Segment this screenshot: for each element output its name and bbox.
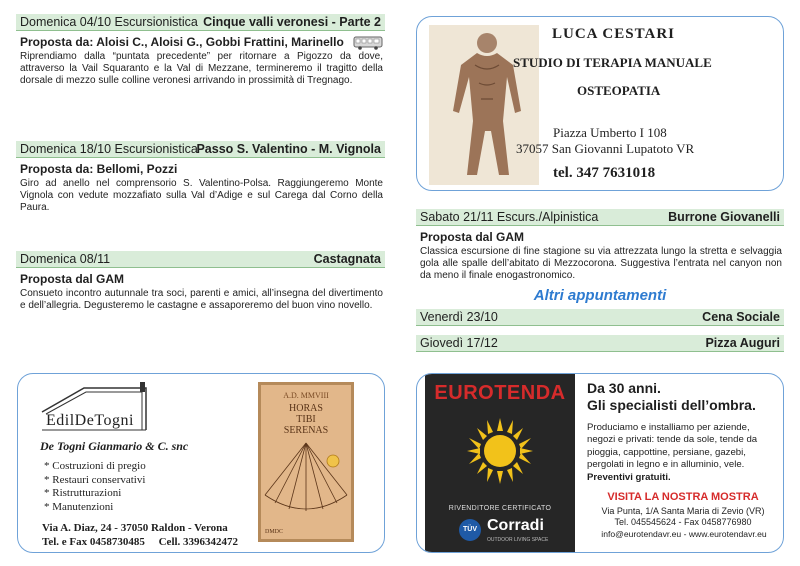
appointment-title: Pizza Auguri (705, 336, 780, 350)
eurotenda-ad (416, 373, 784, 553)
eurotenda-brand: EUROTENDA (434, 382, 566, 404)
eurotenda-panel (425, 374, 575, 553)
corradi-logo: Corradi (487, 517, 544, 534)
event-proposer: Proposta dal GAM (420, 230, 525, 244)
event-date: Domenica 18/10 Escursionistica (20, 142, 198, 156)
service-item: * Restauri conservativi (44, 473, 146, 486)
edildetogni-logo-text: EdilDeTogni (46, 412, 134, 429)
appointment-pizza-auguri (416, 335, 784, 352)
event-header (16, 141, 385, 158)
service-item: * Manutenzioni (44, 500, 114, 513)
eurotenda-phone: Tel. 045545624 - Fax 0458776980 (614, 517, 752, 527)
sundial-image (258, 382, 354, 542)
sundial-mark: DMDC (265, 529, 284, 535)
event-description: Giro ad anello nel comprensorio S. Valentino-Polsa. Raggiungeremo Monte Vignola con vedute mozzafiato sulla Val d’Adige e sul Carega dal Corno della Paura. (20, 178, 383, 214)
sun-icon (465, 416, 535, 486)
appointment-title: Cena Sociale (702, 310, 780, 324)
tagline-1: Da 30 anni. (587, 380, 661, 396)
event-date: Sabato 21/11 Escurs./Alpinistica (420, 210, 599, 224)
event-title: Cinque valli veronesi - Parte 2 (203, 15, 381, 29)
event-description: Consueto incontro autunnale tra soci, parenti e amici, all’insegna del divertimento e dell’allegria. Degusteremo le castagne e assaporeremo del buon vino novello. (20, 288, 383, 312)
event-proposer: Proposta da: Bellomi, Pozzi (20, 162, 178, 176)
appointment-date: Venerdì 23/10 (420, 310, 498, 324)
event-cinque-valli (16, 14, 385, 92)
appointment-date: Giovedì 17/12 (420, 336, 498, 350)
event-date: Domenica 08/11 (20, 252, 111, 266)
address-line-1: Piazza Umberto I 108 (553, 125, 667, 140)
service-item: * Ristrutturazioni (44, 487, 122, 499)
event-header (16, 14, 385, 31)
sundial-motto: HORAS TIBI SERENAS (283, 403, 329, 436)
company-contacts: Tel. e Fax 0458730485 Cell. 3396342472 (42, 536, 239, 548)
tagline-2: Gli specialisti dell’ombra. (587, 397, 756, 413)
event-burrone-giovanelli (416, 209, 784, 287)
studio-name: STUDIO DI TERAPIA MANUALE (513, 55, 712, 70)
event-title: Passo S. Valentino - M. Vignola (196, 142, 381, 156)
event-header (416, 209, 784, 226)
practitioner-name: LUCA CESTARI (552, 26, 675, 42)
altri-heading: Altri appuntamenti (533, 287, 667, 304)
corradi-subtitle: OUTDOOR LIVING SPACE (487, 537, 549, 543)
free-quotes: Preventivi gratuiti (587, 471, 669, 483)
eurotenda-web[interactable]: info@eurotendavr.eu - www.eurotendavr.eu (601, 529, 767, 539)
appointment-cena-sociale (416, 309, 784, 326)
service-item: * Costruzioni di pregio (44, 460, 146, 472)
event-proposer: Proposta da: Aloisi C., Aloisi G., Gobbi Frattini, Marinello (20, 35, 344, 49)
event-description: Riprendiamo dalla “puntata precedente” per ritornare a Pigozzo da dove, attraverso la Vail Squaranto e la Val di Mezzane, termineremo il tragitto della dorsale di mezzo sulle colline veronesi arrivando in prossimità di Tregnago. (20, 51, 383, 87)
phone: tel. 347 7631018 (553, 165, 656, 181)
event-passo-valentino (16, 141, 385, 213)
anatomy-figure-image (429, 25, 539, 185)
eurotenda-address: Via Punta, 1/A Santa Maria di Zevio (VR) (601, 506, 765, 516)
event-title: Burrone Giovanelli (668, 210, 780, 224)
tuv-badge: TÜV (459, 519, 481, 541)
company-name: De Togni Gianmario & C. snc (40, 439, 189, 453)
eurotenda-description: Produciamo e installiamo per aziende, negozi e privati: tende da sole, tende da pioggia, cappottine, persiane, gazebi, pergolati in legno e in alluminio, vele. Preventivi gratuiti. (587, 422, 758, 483)
sundial-dial-lines (261, 437, 351, 517)
address-line-2: 37057 San Giovanni Lupatoto VR (516, 141, 695, 156)
cestari-ad (416, 16, 784, 191)
company-address: Via A. Diaz, 24 - 37050 Raldon - Verona (42, 522, 228, 534)
event-header (16, 251, 385, 268)
services-list (44, 460, 146, 514)
event-castagnata (16, 251, 385, 326)
event-title: Castagnata (313, 252, 381, 266)
reseller-label: RIVENDITORE CERTIFICATO (448, 505, 552, 512)
event-proposer: Proposta dal GAM (20, 272, 125, 286)
event-description: Classica escursione di fine stagione su via attrezzata lungo la stretta e selvaggia gola alle spalle dell’abitato di Mezzocorona. Suggestiva l’entrata nel canyon non da meno il finale enogastronomico. (420, 246, 782, 282)
sundial-year: A.D. MMVIII (283, 391, 329, 400)
specialty: OSTEOPATIA (577, 83, 661, 98)
bus-icon (353, 36, 383, 50)
edildetogni-ad (17, 373, 385, 553)
visit-showroom: VISITA LA NOSTRA MOSTRA (607, 491, 759, 503)
event-date: Domenica 04/10 Escursionistica (20, 15, 198, 29)
